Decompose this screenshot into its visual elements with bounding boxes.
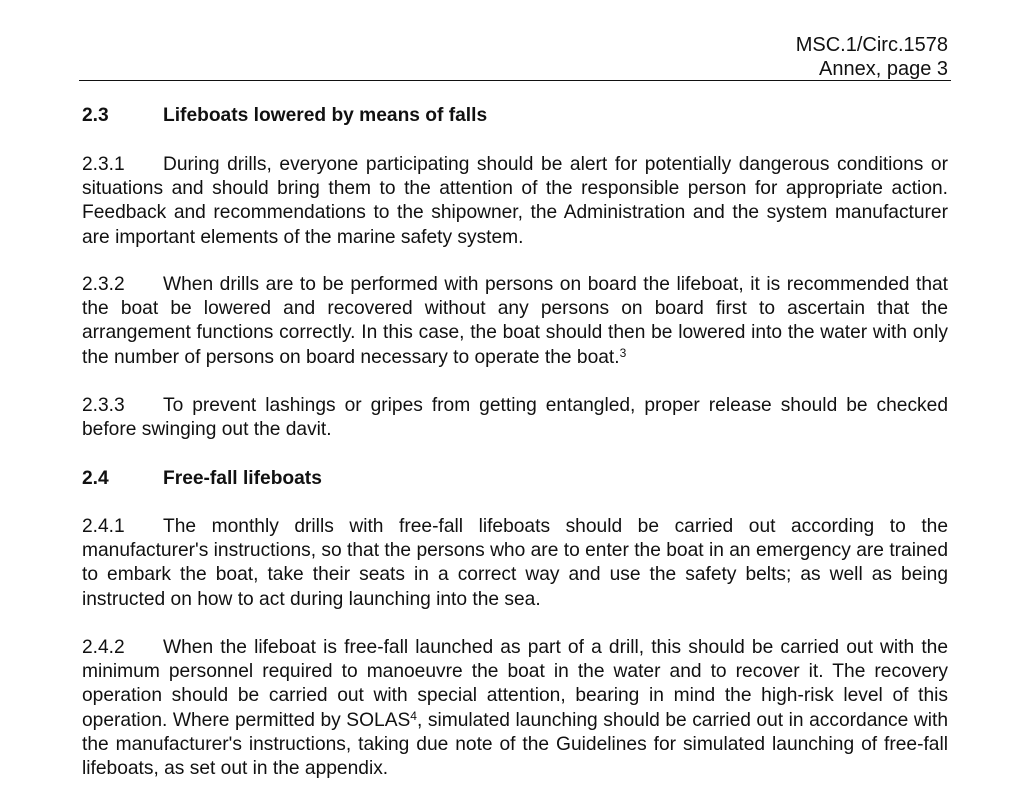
paragraph-number: 2.3.3 [82, 395, 125, 416]
header-divider [79, 80, 951, 81]
footnote-ref-4[interactable]: 4 [410, 708, 417, 723]
paragraph-2-3-1 [82, 153, 948, 250]
paragraph-text: When drills are to be performed with persons on board the lifeboat, it is recommended that the boat be lowered and recovered without any persons on board first to ascertain that the arrangement functions correctly. In this case, the boat should then be lowered into the water with only the number of persons on board necessary to operate the boat. [82, 274, 948, 368]
section-title: Lifeboats lowered by means of falls [163, 105, 488, 126]
paragraph-text: During drills, everyone participating should be alert for potentially dangerous conditions or situations and should bring them to the attention of the responsible person for appropriate action. Feedback and recommendations to the shipowner, the Administration and the system manufacturer are important elements of the marine safety system. [82, 154, 948, 248]
paragraph-number: 2.3.2 [82, 274, 125, 295]
section-heading-2-4 [82, 467, 948, 491]
paragraph-number: 2.4.2 [82, 637, 125, 658]
paragraph-2-3-3 [82, 394, 948, 442]
footnote-ref-3[interactable]: 3 [619, 345, 627, 360]
paragraph-text: The monthly drills with free-fall lifeboats should be carried out according to the manufacturer's instructions, so that the persons who are to enter the boat in an emergency are trained to embark the boat, take their seats in a correct way and use the safety belts; as well as being instructed on how to act during launching into the sea. [82, 516, 948, 610]
page-header [82, 33, 948, 81]
page-number: Annex, page 3 [819, 58, 948, 80]
paragraph-number: 2.3.1 [82, 154, 125, 175]
document-reference: MSC.1/Circ.1578 [795, 34, 948, 56]
paragraph-text: To prevent lashings or gripes from getting entangled, proper release should be checked before swinging out the davit. [82, 395, 948, 441]
section-heading-2-3 [82, 104, 948, 128]
paragraph-text-part-2: , simulated launching should be carried out in accordance with the manufacturer's instructions, taking due note of the Guidelines for simulated launching of free-fall lifeboats, as set out in the appendix. [82, 709, 948, 780]
paragraph-2-3-2 [82, 273, 948, 370]
section-title: Free-fall lifeboats [163, 468, 322, 489]
paragraph-text-part-1: When the lifeboat is free-fall launched as part of a drill, this should be carried out with the minimum personnel required to manoeuvre the boat in the water and to recover it. The recovery operation should be carried out with special attention, bearing in mind the high-risk level of this operation. Where permitted by SOLAS [82, 637, 948, 731]
paragraph-number: 2.4.1 [82, 516, 125, 537]
section-number: 2.4 [82, 468, 109, 489]
paragraph-2-4-2 [82, 636, 948, 781]
section-number: 2.3 [82, 105, 109, 126]
paragraph-2-4-1 [82, 515, 948, 612]
